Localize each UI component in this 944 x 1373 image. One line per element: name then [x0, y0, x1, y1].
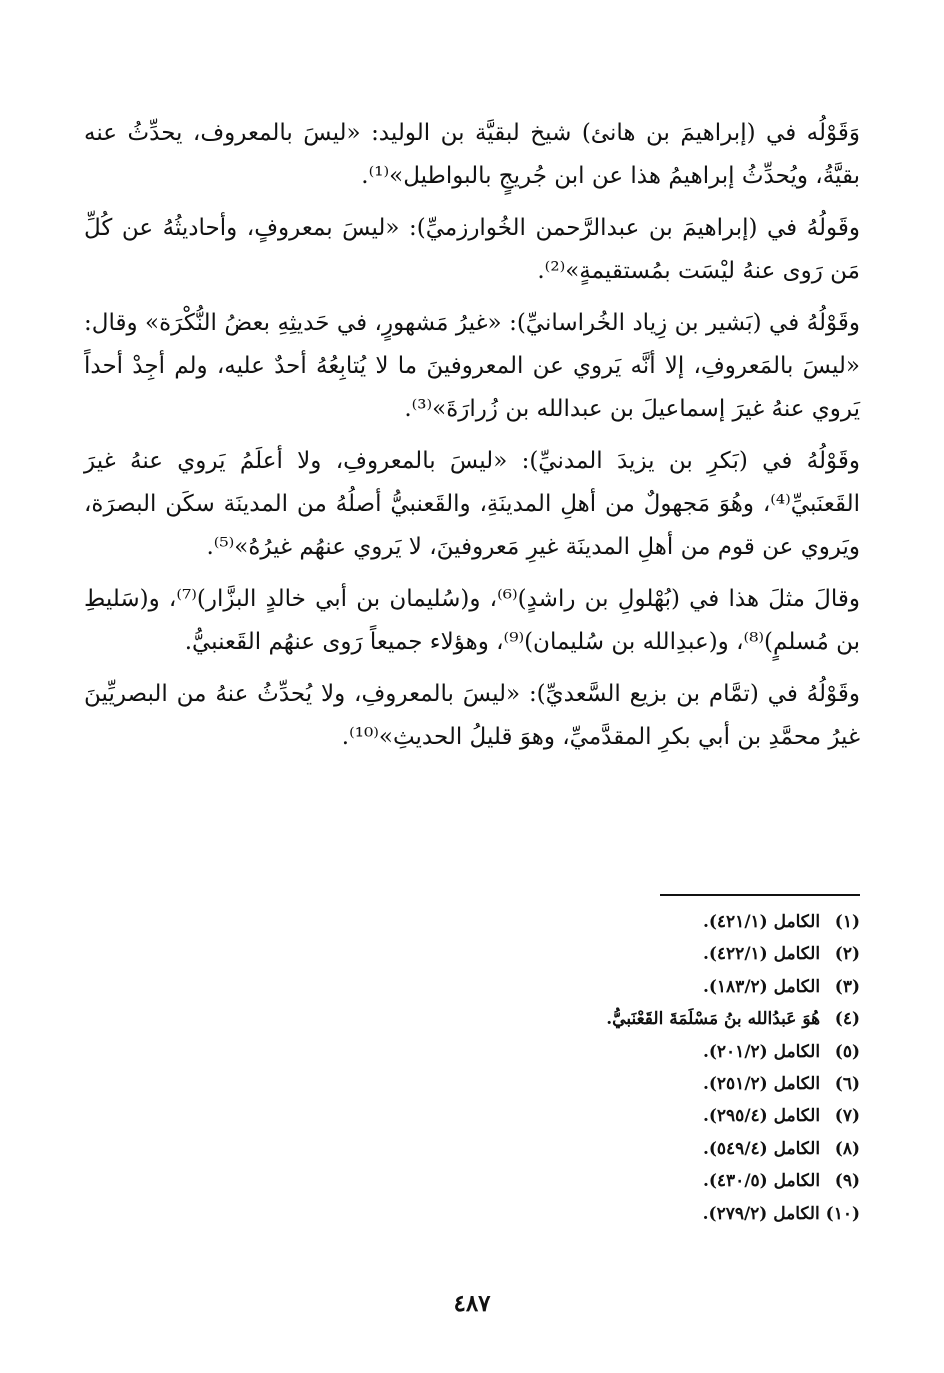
footnote-text: الكامل (٤٢٢/١). [702, 944, 821, 965]
footnote-text: الكامل (٢٥١/٢). [702, 1074, 821, 1095]
footnote-text: الكامل (٢٩٥/٤). [702, 1106, 821, 1127]
footnote-number: (٤) [834, 1009, 860, 1030]
footnote [200, 938, 860, 970]
footnote [200, 1165, 860, 1197]
paragraph: وقالَ مثلَ هذا في (بُهْلولِ بن راشدٍ)⁽⁶⁾، و(سُليمان بن أبي خالدٍ البزَّار)⁽⁷⁾، و(سَليطِ بن مُسلمٍ)⁽⁸⁾، و(عبدِالله بن سُليمان)⁽⁹⁾، وهؤلاء جميعاً رَوى عنهُم القَعنبيُّ. [84, 586, 860, 655]
footnote-number: (٩) [834, 1171, 860, 1192]
footnote-text: الكامل (٥٤٩/٤). [702, 1138, 821, 1159]
footnote-number: (١٠) [825, 1203, 860, 1224]
footnote-text: الكامل (٢٠١/٢). [702, 1041, 821, 1062]
footnote-number: (٣) [834, 976, 860, 997]
footnote [200, 1036, 860, 1068]
footnote [200, 1068, 860, 1100]
footnote [200, 971, 860, 1003]
footnote [200, 1198, 860, 1230]
footnote-separator [660, 894, 860, 896]
footnote-text: الكامل (٢٧٩/٢). [702, 1203, 820, 1224]
paragraph: وقَولُهُ في (إبراهيمَ بن عبدالرَّحمن الخُوارزميِّ): «ليسَ بمعروفٍ، وأحاديثُهُ عن كُلِّ مَن رَوى عنهُ ليْسَت بمُستقيمةٍ»⁽²⁾. [84, 215, 860, 284]
main-text [84, 112, 860, 768]
page-number: ٤٨٧ [453, 1290, 491, 1317]
footnote [200, 1003, 860, 1035]
footnote [200, 906, 860, 938]
paragraph: وقَوْلُهُ في (بَكرِ بن يزيدَ المدنيِّ): «ليسَ بالمعروفِ، ولا أعلَمُ يَروي عنهُ غيرَ القَعنَبيِّ⁽⁴⁾، وهُوَ مَجهولٌ من أهلِ المدينَةِ، والقَعنبيُّ أصلُهُ من المدينَة سكَن البصرَة، ويَروي عن قوم من أهلِ المدينَة غيرِ مَعروفينَ، لا يَروي عنهُم غيرُهُ»⁽⁵⁾. [84, 448, 860, 560]
footnote-text: الكامل (٤٣٠/٥). [702, 1171, 821, 1192]
footnote-number: (١) [834, 912, 860, 932]
footnote-text: هُوَ عَبدُالله بنُ مَسْلَمَةَ القَعْنَبيُّ. [606, 1009, 821, 1030]
footnotes-list [200, 906, 860, 1230]
paragraph: وَقَوْلُه في (إبراهيمَ بن هانئ) شيخ لبقيَّة بن الوليد: «ليسَ بالمعروف، يحدِّثُ عنه بقيَّةُ، ويُحدِّثُ إبراهيمُ هذا عن ابن جُريجٍ بالبواطيل»⁽¹⁾. [84, 120, 860, 189]
footnote-number: (٧) [834, 1106, 860, 1127]
footnote [200, 1133, 860, 1165]
footnote-number: (٢) [834, 944, 860, 965]
paragraph: وقَوْلُهُ في (تمَّام بن بزيع السَّعديِّ): «ليسَ بالمعروفِ، ولا يُحدِّثُ عنهُ من البصريِّينَ غيرُ محمَّدِ بن أبي بكرِ المقدَّميِّ، وهوَ قليلُ الحديثِ»⁽¹⁰⁾. [84, 681, 860, 750]
footnote [200, 1100, 860, 1132]
footnote-number: (٥) [834, 1041, 860, 1062]
footnote-number: (٦) [834, 1074, 860, 1095]
footnote-text: الكامل (١٨٣/٢). [702, 976, 821, 997]
footnote-text: الكامل (٤٢١/١). [702, 912, 821, 932]
paragraph: وقَوْلُهُ في (بَشير بن زِياد الخُراسانيِّ): «غيرُ مَشهورٍ، في حَديثِهِ بعضُ النُّكْرَة» وقال: «ليسَ بالمَعروفِ، إلا أنَّه يَروي عن المعروفينَ ما لا يُتابِعُهُ أحدٌ عليه، ولم أجِدْ أحداً يَروي عنهُ غيرَ إسماعيلَ بن عبدالله بن زُرارَةَ»⁽³⁾. [84, 310, 860, 422]
footnote-number: (٨) [834, 1138, 860, 1159]
